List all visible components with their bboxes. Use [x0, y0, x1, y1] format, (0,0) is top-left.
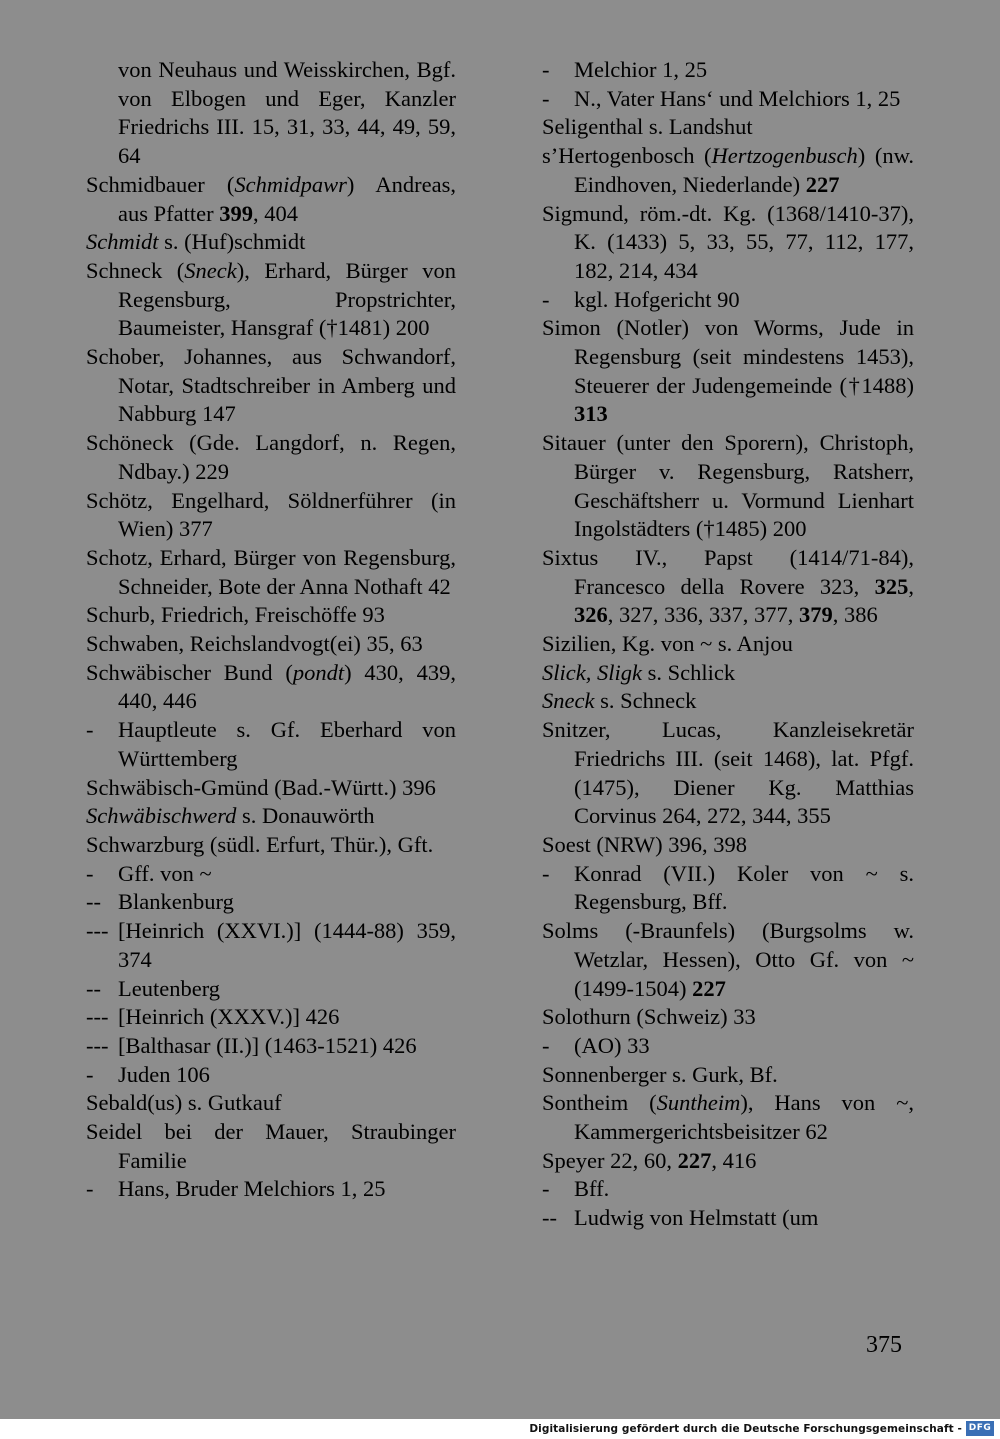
index-entry-text: Sigmund, röm.-dt. Kg. (1368/1410-37), K. (1433) 5, 33, 55, 77, 112, 177, 182, 214, 434 — [542, 200, 914, 283]
index-entry-text: 227 — [692, 975, 726, 1001]
index-entry-text: Schwäbischer Bund ( — [86, 659, 293, 685]
index-entry-text: , 327, 336, 337, 377, — [607, 602, 799, 628]
index-entry-text: Simon (Notler) von Worms, Jude in Regensburg (seit mindestens 1453), Steuerer der Judengemeinde (†1488) — [542, 315, 914, 398]
index-entry — [542, 1175, 914, 1204]
index-entry — [86, 544, 456, 601]
index-entry-text: Slick, Sligk — [542, 659, 642, 685]
index-entry-text: Schotz, Erhard, Bürger von Regensburg, Schneider, Bote der Anna Nothaft 42 — [86, 544, 456, 599]
index-entry-dash: - — [86, 860, 94, 886]
index-entry-text: ) (nw. Eindhoven, Niederlande) — [574, 143, 914, 197]
index-entry-text: Bff. — [574, 1176, 610, 1202]
index-entry-text: [Heinrich (XXXV.)] 426 — [118, 1004, 340, 1030]
index-entry — [86, 659, 456, 716]
index-entry — [86, 802, 456, 831]
index-entry-text: 379 — [799, 602, 833, 628]
index-column-right — [542, 56, 914, 1233]
index-entry — [86, 1061, 456, 1090]
page-number: 375 — [866, 1332, 902, 1358]
index-entry-text: 227 — [805, 171, 840, 197]
index-entry-text: Konrad (VII.) Koler von ~ s. Regensburg, Bff. — [574, 860, 914, 915]
index-entry-text: [Balthasar (II.)] (1463-1521) 426 — [118, 1032, 417, 1058]
index-entry-text: Schneck ( — [86, 257, 185, 283]
index-entry-text: Speyer 22, 60, — [542, 1147, 678, 1173]
index-entry — [86, 1032, 456, 1061]
index-entry — [542, 687, 914, 716]
index-entry-dash: -- — [86, 975, 101, 1001]
index-entry — [86, 716, 456, 773]
index-entry — [86, 917, 456, 974]
index-entry-text: Sneck — [542, 688, 595, 714]
index-entry-text: 399 — [219, 200, 253, 226]
index-entry-text: Schötz, Engelhard, Söldnerführer (in Wien) 377 — [86, 487, 456, 542]
index-entry-dash: - — [86, 717, 94, 743]
index-entry-text: Sneck — [184, 257, 237, 283]
index-entry-text: Schurb, Friedrich, Freischöffe 93 — [86, 602, 385, 628]
index-entry-text: Sontheim ( — [542, 1090, 657, 1116]
index-entry — [86, 429, 456, 486]
index-entry-text: Schmidpawr — [234, 171, 347, 197]
index-entry-text: , 386 — [832, 602, 878, 628]
index-entry-text: , 404 — [252, 200, 298, 226]
index-entry — [86, 860, 456, 889]
index-entry-text: Schwaben, Reichslandvogt(ei) 35, 63 — [86, 631, 423, 657]
index-entry — [542, 142, 914, 199]
index-entry-dash: --- — [86, 918, 109, 944]
footer-credit: Digitalisierung gefördert durch die Deutsche Forschungsgemeinschaft - — [529, 1423, 962, 1435]
index-entry-dash: - — [542, 1176, 550, 1202]
index-entry-dash: - — [86, 1176, 94, 1202]
index-entry-text: , 416 — [711, 1147, 757, 1173]
index-entry-text: 227 — [677, 1147, 712, 1173]
index-entry-text: s. (Huf)schmidt — [158, 229, 306, 255]
index-entry-text: Ludwig von Helmstatt (um — [574, 1205, 819, 1231]
index-entry — [542, 544, 914, 630]
index-entry-text: s. Donauwörth — [236, 803, 375, 829]
dfg-logo-icon: DFG — [966, 1421, 994, 1436]
index-entry — [542, 113, 914, 142]
index-entry — [542, 917, 914, 1003]
index-entry-text: 325 — [874, 573, 909, 599]
index-entry — [542, 659, 914, 688]
index-entry-text: s. Schlick — [641, 659, 736, 685]
index-entry-text: Schmidbauer ( — [86, 171, 235, 197]
index-entry — [542, 860, 914, 917]
index-entry-text: Gff. von ~ — [118, 860, 212, 886]
index-entry-dash: -- — [542, 1205, 557, 1231]
index-entry — [86, 1089, 456, 1118]
index-entry-dash: - — [542, 57, 550, 82]
index-entry-text: s’Hertogenbosch ( — [542, 143, 712, 169]
index-entry — [542, 1061, 914, 1090]
index-entry — [542, 314, 914, 429]
index-entry-text: (AO) 33 — [574, 1032, 650, 1058]
index-entry — [86, 774, 456, 803]
index-entry — [542, 1032, 914, 1061]
index-entry-text: kgl. Hofgericht 90 — [574, 286, 740, 312]
index-entry-text: Hans, Bruder Melchiors 1, 25 — [118, 1176, 386, 1202]
index-entry-text: ) 430, 439, 440, 446 — [118, 659, 456, 714]
index-entry — [86, 1003, 456, 1032]
index-entry-text: Sitauer (unter den Sporern), Christoph, Bürger v. Regensburg, Ratsherr, Geschäftsherr u. Vormund Lienhart Ingolstädters (†1485) 200 — [542, 430, 914, 542]
index-entry — [542, 200, 914, 286]
index-entry — [86, 831, 456, 860]
index-entry-text: 326 — [574, 602, 608, 628]
index-entry — [86, 1175, 456, 1204]
index-entry-text: Schwäbischwerd — [86, 803, 237, 829]
index-entry-text: Blankenburg — [118, 889, 234, 915]
index-entry-dash: - — [542, 85, 550, 111]
index-entry-text: Juden 106 — [118, 1061, 210, 1087]
footer-bar — [0, 1419, 1000, 1439]
index-entry-text: Seligenthal s. Landshut — [542, 114, 753, 140]
index-entry — [86, 343, 456, 429]
index-entry-text: ) Andreas, aus Pfatter — [118, 171, 456, 226]
index-entry-text: Schmidt — [86, 229, 159, 255]
index-entry — [542, 286, 914, 315]
index-entry-text: Snitzer, Lucas, Kanzleisekretär Friedrichs III. (seit 1468), lat. Pfgf. (1475), Diener Kg. Matthias Corvinus 264, 272, 344, 355 — [542, 717, 914, 829]
index-entry-dash: -- — [86, 889, 101, 915]
index-entry-text: Soest (NRW) 396, 398 — [542, 831, 747, 857]
index-entry-text: Schöneck (Gde. Langdorf, n. Regen, Ndbay.) 229 — [86, 430, 456, 484]
index-entry-text: Melchior 1, 25 — [574, 57, 708, 82]
index-entry — [86, 601, 456, 630]
index-entry — [542, 630, 914, 659]
index-entry — [86, 228, 456, 257]
index-entry-text: Schwarzburg (südl. Erfurt, Thür.), Gft. — [86, 831, 434, 857]
index-entry — [542, 1204, 914, 1233]
index-entry-dash: - — [542, 860, 550, 886]
index-entry — [542, 716, 914, 831]
index-entry-text: Solms (-Braunfels) (Burgsolms w. Wetzlar, Hessen), Otto Gf. von ~ (1499-1504) — [542, 918, 914, 1001]
index-entry-dash: --- — [86, 1004, 109, 1030]
index-entry — [542, 85, 914, 114]
index-entry-dash: --- — [86, 1032, 109, 1058]
index-entry-text: Sixtus IV., Papst (1414/71-84), Francesco della Rovere 323, — [542, 544, 914, 599]
index-entry — [542, 56, 914, 85]
index-entry-text: ), Hans von ~, Kammergerichtsbeisitzer 62 — [574, 1090, 914, 1145]
index-entry-text: 313 — [574, 401, 608, 427]
index-entry — [86, 487, 456, 544]
index-entry-text: Schwäbisch-Gmünd (Bad.-Württ.) 396 — [86, 774, 436, 800]
index-entry — [542, 831, 914, 860]
index-entry — [542, 1089, 914, 1146]
index-entry — [86, 1118, 456, 1175]
index-entry-text: [Heinrich (XXVI.)] (1444-88) 359, 374 — [118, 918, 456, 972]
index-entry-text: Seidel bei der Mauer, Straubinger Familie — [86, 1119, 456, 1173]
index-entry-text: Suntheim — [656, 1090, 741, 1116]
index-entry-text: Hauptleute s. Gf. Eberhard von Württemberg — [118, 717, 456, 771]
index-entry — [86, 888, 456, 917]
index-entry-text: ), Erhard, Bürger von Regensburg, Propstrichter, Baumeister, Hansgraf (†1481) 200 — [118, 257, 457, 341]
index-entry-text: Sebald(us) s. Gutkauf — [86, 1090, 282, 1116]
index-entry — [86, 257, 456, 343]
index-entry-text: Sizilien, Kg. von ~ s. Anjou — [542, 631, 793, 657]
index-entry-dash: - — [542, 286, 550, 312]
index-entry-text: N., Vater Hans‘ und Melchiors 1, 25 — [574, 85, 901, 111]
index-entry-text: Sonnenberger s. Gurk, Bf. — [542, 1061, 778, 1087]
index-entry — [542, 429, 914, 544]
index-entry-dash: - — [86, 1061, 94, 1087]
index-entry — [86, 56, 456, 171]
index-column-left — [86, 56, 456, 1204]
index-entry — [86, 171, 456, 228]
index-entry-text: Hertzogenbusch — [711, 143, 858, 169]
index-entry-text: , — [908, 573, 914, 599]
index-entry-text: pondt — [292, 659, 345, 685]
index-entry-text: s. Schneck — [594, 688, 697, 714]
index-entry-text: Leutenberg — [118, 975, 221, 1001]
index-entry-text: Schober, Johannes, aus Schwandorf, Notar, Stadtschreiber in Amberg und Nabburg 147 — [86, 344, 456, 427]
index-entry-dash: - — [542, 1032, 550, 1058]
index-entry-text: von Neuhaus und Weisskirchen, Bgf. von Elbogen und Eger, Kanzler Friedrichs III. 15, 31, 33, 44, 49, 59, 64 — [118, 57, 456, 169]
index-entry-text: Solothurn (Schweiz) 33 — [542, 1004, 756, 1030]
index-entry — [542, 1147, 914, 1176]
index-entry — [86, 975, 456, 1004]
index-entry — [542, 1003, 914, 1032]
index-entry — [86, 630, 456, 659]
